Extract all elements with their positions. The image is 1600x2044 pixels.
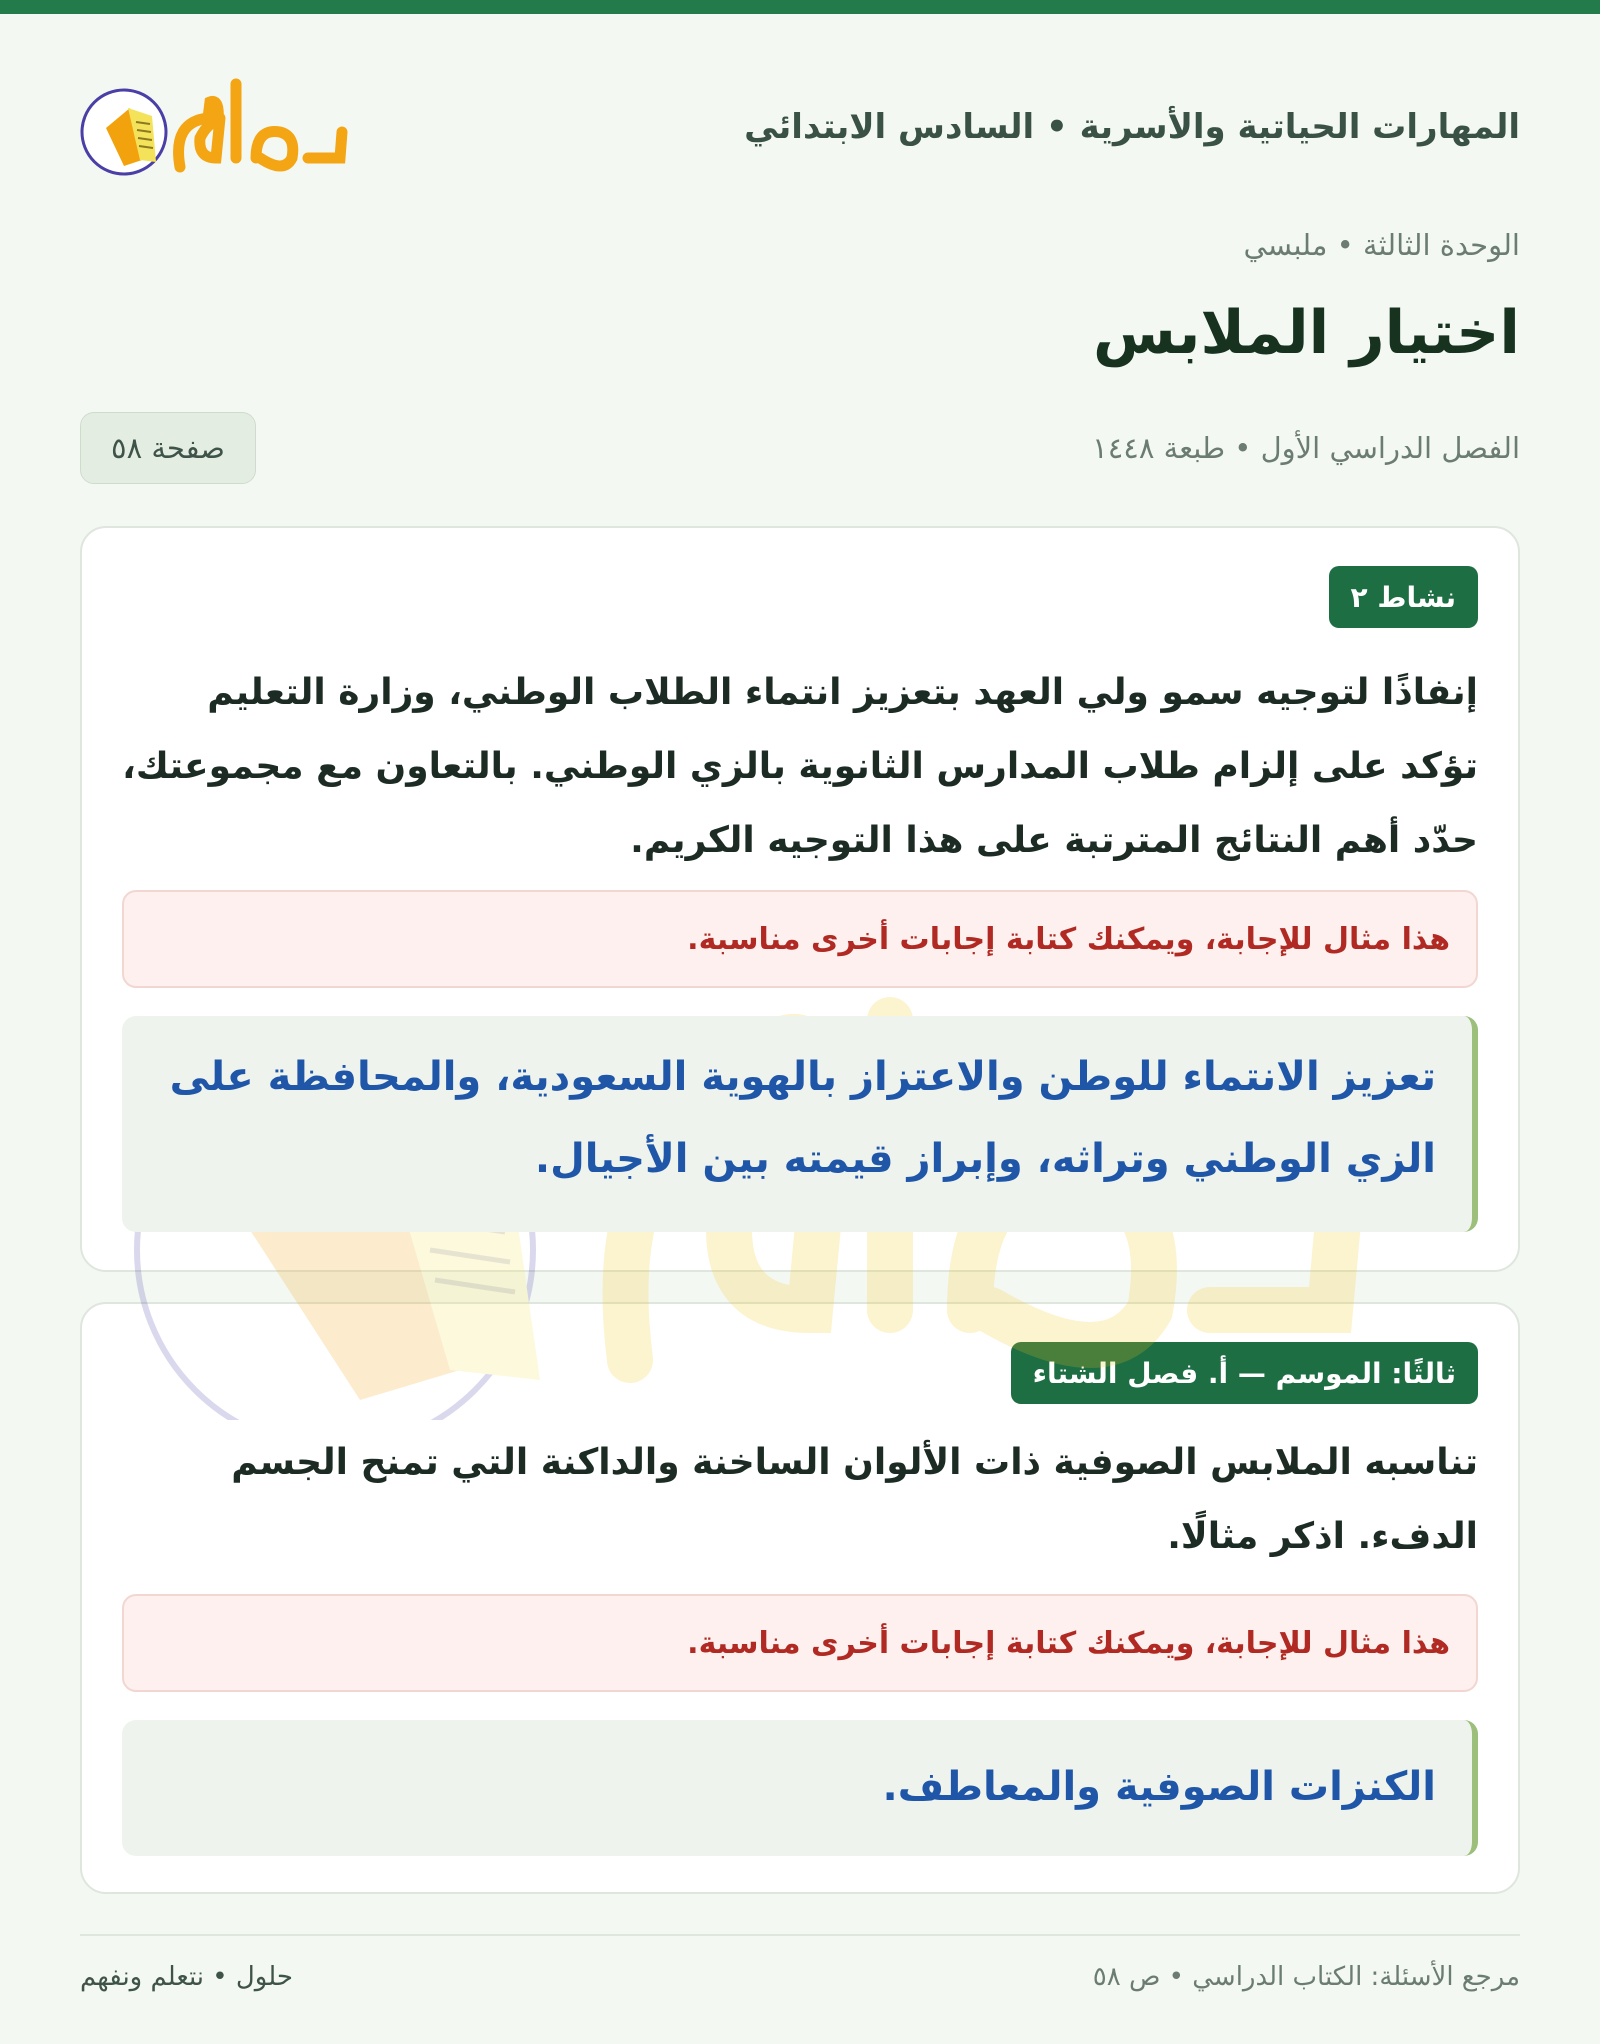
- activity-card: [80, 526, 1520, 1272]
- answer-note: هذا مثال للإجابة، ويمكنك كتابة إجابات أخرى مناسبة.: [122, 1594, 1478, 1692]
- subject-title: المهارات الحياتية والأسرية • السادس الابتدائي: [744, 107, 1520, 147]
- footer-divider: [80, 1934, 1520, 1936]
- brand-logo[interactable]: [80, 62, 360, 192]
- answer-box: الكنزات الصوفية والمعاطف.: [122, 1720, 1478, 1856]
- header: [80, 62, 1520, 192]
- footer-reference: مرجع الأسئلة: الكتاب الدراسي • ص ٥٨: [1092, 1962, 1520, 1992]
- section-tag: ثالثًا: الموسم — أ. فصل الشتاء: [1011, 1342, 1478, 1404]
- page-number-badge: صفحة ٥٨: [80, 412, 256, 484]
- answer-box: تعزيز الانتماء للوطن والاعتزاز بالهوية السعودية، والمحافظة على الزي الوطني وتراثه، وإبراز قيمته بين الأجيال.: [122, 1016, 1478, 1232]
- footer-brand[interactable]: حلول • نتعلم ونفهم: [80, 1962, 293, 1992]
- answer-note: هذا مثال للإجابة، ويمكنك كتابة إجابات أخرى مناسبة.: [122, 890, 1478, 988]
- unit-breadcrumb: الوحدة الثالثة • ملبسي: [1243, 228, 1520, 262]
- section-tag: نشاط ٢: [1329, 566, 1478, 628]
- footer: [80, 1962, 1520, 1992]
- semester-info: الفصل الدراسي الأول • طبعة ١٤٤٨: [1092, 431, 1520, 465]
- question-text: إنفاذًا لتوجيه سمو ولي العهد بتعزيز انتماء الطلاب الوطني، وزارة التعليم تؤكد على إلزام طلاب المدارس الثانوية بالزي الوطني. بالتعاون مع مجموعتك، حدّد أهم النتائج المترتبة على هذا التوجيه الكريم.: [122, 672, 1478, 861]
- meta-row: [80, 412, 1520, 484]
- season-card: [80, 1302, 1520, 1894]
- question-text: تناسبه الملابس الصوفية ذات الألوان الساخنة والداكنة التي تمنح الجسم الدفء. اذكر مثالًا.: [231, 1442, 1478, 1557]
- page-title: اختيار الملابس: [1093, 298, 1520, 368]
- top-accent-bar: [0, 0, 1600, 14]
